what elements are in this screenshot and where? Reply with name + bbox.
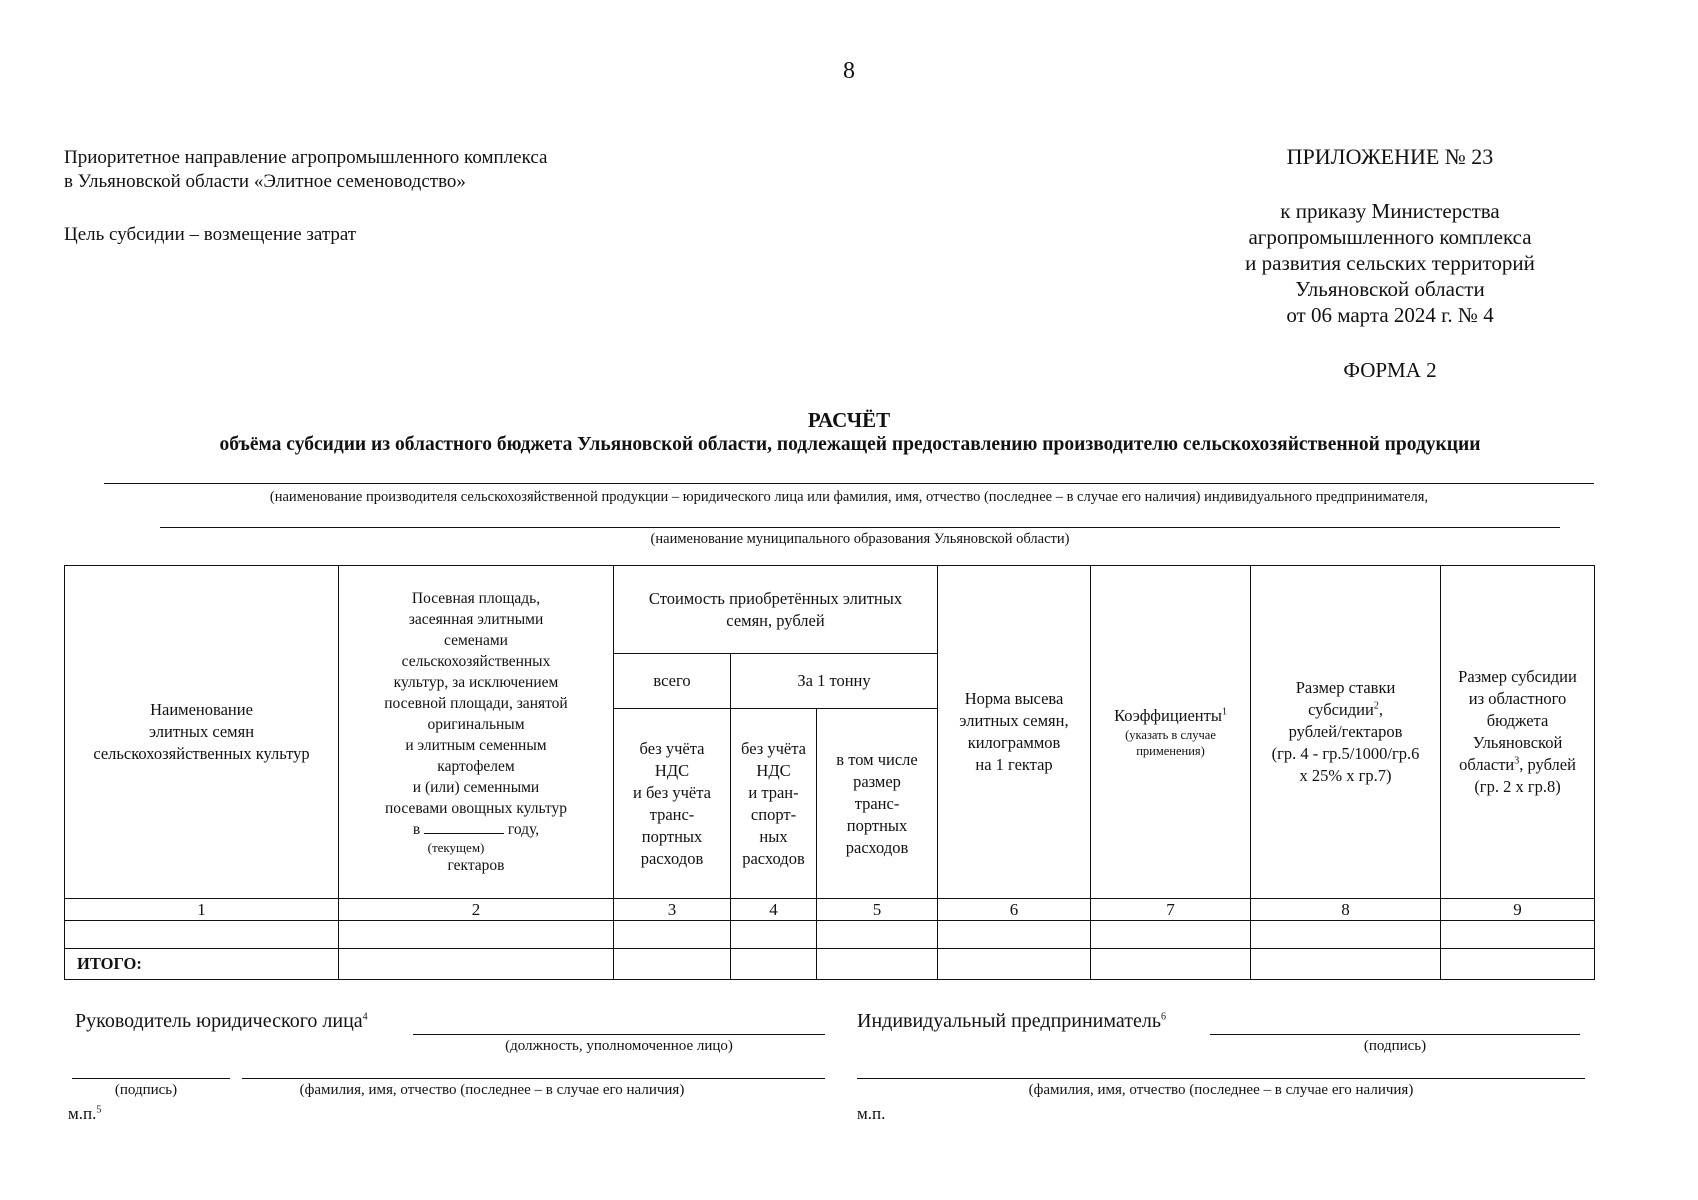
data-cell[interactable] — [1251, 921, 1441, 949]
total-row — [65, 949, 1595, 980]
order-line: Ульяновской области — [1295, 277, 1485, 301]
entrepreneur-signature-caption: (подпись) — [1363, 1038, 1427, 1054]
header-crop-name: Наименование элитных семян сельскохозяйственных культур — [65, 566, 339, 899]
column-number: 2 — [339, 899, 614, 921]
header-coefficients: Коэффициенты$^1$ (указать в случае применения) — [1091, 566, 1251, 899]
total-cell[interactable] — [1441, 949, 1595, 980]
position-line — [413, 1034, 825, 1035]
priority-direction — [64, 146, 547, 194]
producer-caption: (наименование производителя сельскохозяйственной продукции – юридического лица или фамилия, имя, отчество (последнее – в случае его наличия) индивидуального предпринимателя, — [269, 489, 1429, 505]
column-number: 5 — [817, 899, 938, 921]
total-cell[interactable] — [817, 949, 938, 980]
column-number: 8 — [1251, 899, 1441, 921]
total-cell[interactable] — [614, 949, 731, 980]
producer-name-line — [104, 483, 1594, 484]
stamp-place-left: м.п.$^5$ — [68, 1104, 102, 1123]
entrepreneur-fio-caption: (фамилия, имя, отчество (последнее – в случае его наличия) — [1028, 1082, 1414, 1098]
header-col3: без учёта НДС и без учёта транс- портных расходов — [614, 709, 731, 899]
municipality-line — [160, 527, 1560, 528]
header-seed-cost: Стоимость приобретённых элитных семян, рублей — [614, 566, 938, 654]
calculation-table — [64, 565, 1595, 980]
header-per-ton: За 1 тонну — [731, 654, 938, 709]
data-cell[interactable] — [1091, 921, 1251, 949]
signature-caption: (подпись) — [114, 1082, 178, 1098]
order-line: от 06 марта 2024 г. № 4 — [1286, 303, 1494, 327]
priority-line-2: в Ульяновской области «Элитное семеноводство» — [64, 171, 466, 192]
total-cell[interactable] — [1091, 949, 1251, 980]
header-total: всего — [614, 654, 731, 709]
header-subsidy-amount: Размер субсидии из областного бюджета Ульяновской области$^3$, рублей (гр. 2 х гр.8) — [1441, 566, 1595, 899]
column-number: 4 — [731, 899, 817, 921]
data-cell[interactable] — [1441, 921, 1595, 949]
position-caption: (должность, уполномоченное лицо) — [505, 1038, 733, 1054]
total-cell[interactable] — [731, 949, 817, 980]
data-cell[interactable] — [938, 921, 1091, 949]
table-row — [65, 921, 1595, 949]
order-line: и развития сельских территорий — [1245, 251, 1535, 275]
fio-caption: (фамилия, имя, отчество (последнее – в случае его наличия) — [299, 1082, 685, 1098]
total-cell[interactable] — [1251, 949, 1441, 980]
document-subtitle: объёма субсидии из областного бюджета Ульяновской области, подлежащей предоставлению производителю сельскохозяйственной продукции — [219, 434, 1481, 455]
header-subsidy-rate: Размер ставки субсидии$^2$, рублей/гектаров (гр. 4 - гр.5/1000/гр.6 х 25% х гр.7) — [1251, 566, 1441, 899]
header-col4: без учёта НДС и тран- спорт- ных расходов — [731, 709, 817, 899]
municipality-caption: (наименование муниципального образования Ульяновской области) — [650, 531, 1070, 547]
entrepreneur-label: Индивидуальный предприниматель$^6$ — [857, 1010, 1166, 1032]
stamp-place-right: м.п. — [857, 1104, 886, 1123]
signature-line — [72, 1078, 230, 1079]
page-number: 8 — [843, 58, 855, 84]
data-cell[interactable] — [65, 921, 339, 949]
appendix-title: ПРИЛОЖЕНИЕ № 23 — [1286, 144, 1494, 169]
order-line: к приказу Министерства — [1280, 199, 1500, 223]
entrepreneur-signature-line — [1210, 1034, 1580, 1035]
year-blank — [424, 833, 504, 834]
data-cell[interactable] — [614, 921, 731, 949]
priority-line-1: Приоритетное направление агропромышленного комплекса — [64, 147, 548, 168]
total-cell[interactable] — [339, 949, 614, 980]
data-cell[interactable] — [339, 921, 614, 949]
data-cell[interactable] — [817, 921, 938, 949]
column-number: 3 — [614, 899, 731, 921]
header-sown-area: Посевная площадь, засеянная элитными семенами сельскохозяйственных культур, за исключением посевной площади, занятой оригинальным и элитным семенным картофелем и (или) семенными посевами овощных культур в году, (текущем) гектаров — [339, 566, 614, 899]
header-seeding-rate: Норма высева элитных семян, килограммов на 1 гектар — [938, 566, 1091, 899]
head-of-entity-label: Руководитель юридического лица$^4$ — [75, 1010, 368, 1032]
header-col5: в том числе размер транс- портных расходов — [817, 709, 938, 899]
total-label: ИТОГО: — [65, 949, 339, 980]
total-cell[interactable] — [938, 949, 1091, 980]
column-number: 1 — [65, 899, 339, 921]
subsidy-goal: Цель субсидии – возмещение затрат — [64, 224, 357, 245]
column-number: 7 — [1091, 899, 1251, 921]
document-title: РАСЧЁТ — [807, 408, 891, 432]
order-reference — [1180, 198, 1600, 328]
data-cell[interactable] — [731, 921, 817, 949]
form-number: ФОРМА 2 — [1343, 358, 1437, 382]
order-line: агропромышленного комплекса — [1248, 225, 1532, 249]
column-number: 6 — [938, 899, 1091, 921]
fio-line — [242, 1078, 825, 1079]
entrepreneur-fio-line — [857, 1078, 1585, 1079]
column-number: 9 — [1441, 899, 1595, 921]
